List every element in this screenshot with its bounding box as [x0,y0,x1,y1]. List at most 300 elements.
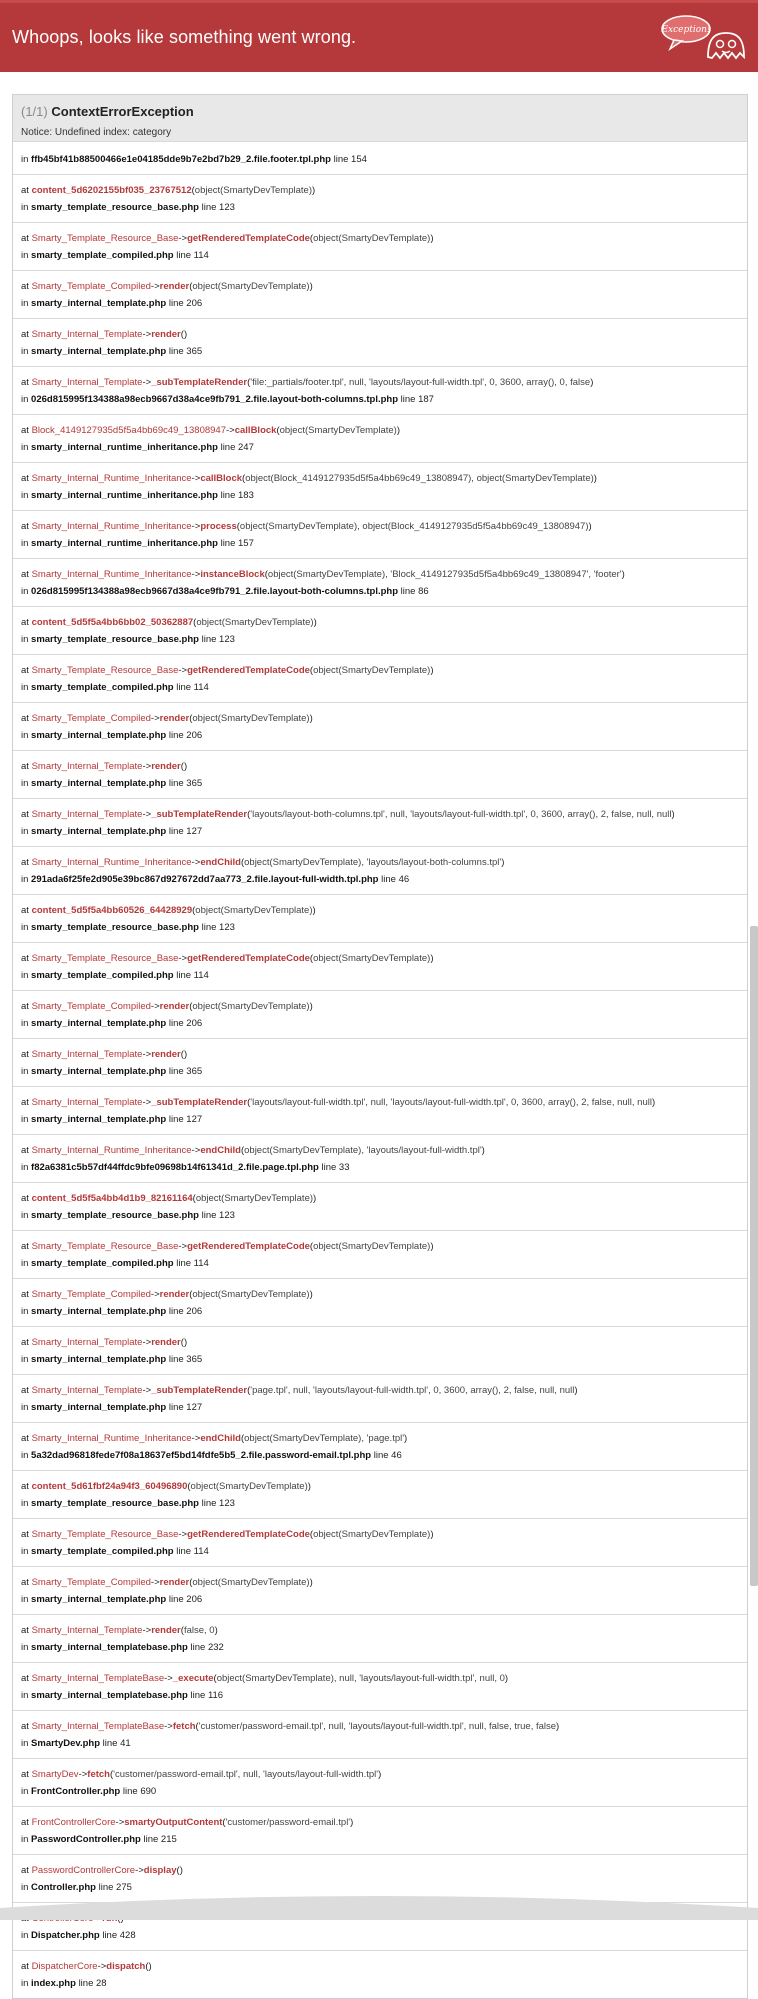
in-label: in [21,442,29,453]
frame-line: 123 [219,634,235,645]
frame-file: smarty_internal_templatebase.php [31,1690,188,1701]
frame-file: smarty_internal_runtime_inheritance.php [31,538,218,549]
stack-frame [13,894,747,942]
frame-class: Smarty_Internal_TemplateBase [31,1673,165,1684]
frame-line: 206 [186,1018,203,1029]
line-label: line [201,922,217,933]
frame-args: object(SmartyDevTemplate) [194,185,312,196]
in-label: in [21,538,29,549]
frame-class: Smarty_Template_Compiled [31,1001,151,1012]
at-label: at [21,377,29,388]
frame-file: smarty_internal_template.php [31,1354,167,1365]
frame-location [21,439,739,456]
stack-frame [13,702,747,750]
frame-location [21,919,739,936]
frame-line: 116 [207,1690,224,1701]
frame-file: smarty_internal_template.php [31,778,167,789]
line-label: line [168,1114,184,1125]
frame-function: _subTemplateRender [151,809,248,820]
line-label: line [176,1546,192,1557]
frame-function: render [159,1001,190,1012]
frame-function: process [200,521,237,532]
frame-call: at Smarty_Internal_Template->render() [21,1337,188,1348]
at-label: at [21,617,29,628]
frame-call: at Smarty_Template_Compiled->render(object(SmartyDevTemplate)) [21,1001,313,1012]
exception-class: ContextErrorException [51,104,194,119]
at-label: at [21,713,29,724]
in-label: in [21,1450,29,1461]
frame-call: at Smarty_Internal_Template->_subTemplateRender('page.tpl', null, 'layouts/layout-full-width.tpl', 0, 3600, array(), 2, false, null, null) [21,1385,578,1396]
stack-frame [13,654,747,702]
stack-frame [13,1566,747,1614]
frame-class: Smarty_Internal_Runtime_Inheritance [31,857,192,868]
frame-location [21,1207,739,1224]
frame-location [21,775,739,792]
frame-separator: -> [142,1337,152,1348]
in-label: in [21,250,29,261]
frame-line: 114 [193,970,209,981]
frame-function: _subTemplateRender [151,1385,248,1396]
at-label: at [21,1529,29,1540]
frame-line: 127 [186,826,203,837]
in-label: in [21,1498,29,1509]
frame-location [21,151,739,168]
frame-line: 123 [219,1498,235,1509]
at-label: at [21,425,29,436]
at-label: at [21,233,29,244]
frame-args: object(SmartyDevTemplate) [313,665,431,676]
frame-args: object(SmartyDevTemplate), 'page.tpl' [244,1433,405,1444]
frame-line: 365 [186,778,203,789]
frame-args: 'layouts/layout-both-columns.tpl', null, 'layouts/layout-full-width.tpl', 0, 3600, array(), 2, false, null, null [250,809,672,820]
frame-class: Smarty_Internal_Template [31,329,143,340]
stack-frame [13,141,747,174]
frame-separator: -> [142,1097,152,1108]
frame-function: render [159,281,190,292]
frame-call: at content_5d5f5a4bb60526_64428929(object(SmartyDevTemplate)) [21,905,316,916]
frame-line: 86 [418,586,429,597]
frame-file: smarty_internal_runtime_inheritance.php [31,490,218,501]
frame-class: Smarty_Internal_Runtime_Inheritance [31,1433,192,1444]
frame-function: getRenderedTemplateCode [187,1241,310,1252]
in-label: in [21,778,29,789]
frame-function: endChild [200,1145,241,1156]
frame-separator: -> [142,1049,152,1060]
frame-class: Smarty_Template_Resource_Base [31,233,179,244]
error-title: Whoops, looks like something went wrong. [12,27,357,47]
frame-args: object(SmartyDevTemplate) [313,953,431,964]
frame-file: smarty_internal_template.php [31,1114,167,1125]
at-label: at [21,1433,29,1444]
in-label: in [21,1066,29,1077]
frame-line: 127 [186,1402,203,1413]
at-label: at [21,1673,29,1684]
frame-file: Dispatcher.php [31,1930,100,1941]
stack-frame [13,942,747,990]
in-label: in [21,1786,29,1797]
line-label: line [168,1402,184,1413]
stack-frame [13,174,747,222]
line-label: line [333,154,349,165]
frame-function: fetch [87,1769,110,1780]
stack-frame [13,1230,747,1278]
stack-frame [13,414,747,462]
frame-file: smarty_internal_template.php [31,1402,167,1413]
at-label: at [21,1769,29,1780]
line-label: line [102,1738,118,1749]
frame-file: ffb45bf41b88500466e1e04185dde9b7e2bd7b29_2.file.footer.tpl.php [31,154,331,165]
stack-frame [13,1518,747,1566]
in-label: in [21,1642,29,1653]
at-label: at [21,329,29,340]
frame-class: Smarty_Internal_Runtime_Inheritance [31,521,192,532]
frame-line: 187 [418,394,434,405]
frame-class: Smarty_Internal_TemplateBase [31,1721,165,1732]
frame-function: fetch [172,1721,196,1732]
frame-location [21,1399,739,1416]
frame-args: object(SmartyDevTemplate) [279,425,397,436]
frame-call: at Smarty_Internal_Runtime_Inheritance->endChild(object(SmartyDevTemplate), 'page.tpl') [21,1433,408,1444]
in-label: in [21,298,29,309]
frame-class: Smarty_Template_Compiled [31,281,151,292]
frame-args: object(SmartyDevTemplate) [190,1481,308,1492]
frame-function: dispatch [106,1961,146,1972]
frame-file: smarty_template_compiled.php [31,1258,174,1269]
line-label: line [143,1834,159,1845]
frame-call: at Smarty_Internal_Template->_subTemplateRender('file:_partials/footer.tpl', null, 'layouts/layout-full-width.tpl', 0, 3600, array(), 0, false) [21,377,594,388]
in-label: in [21,1882,29,1893]
frame-location [21,1927,739,1944]
frame-file: smarty_internal_templatebase.php [31,1642,188,1653]
frame-line: 114 [193,1546,209,1557]
in-label: in [21,1930,29,1941]
frame-location [21,295,739,312]
frame-location [21,1591,739,1608]
at-label: at [21,1961,29,1972]
stack-frame [13,462,747,510]
frame-file: index.php [31,1978,76,1989]
at-label: at [21,809,29,820]
frame-class: content_5d5f5a4bb6bb02_50362887 [31,617,194,628]
line-label: line [400,394,416,405]
stack-trace [13,141,747,1998]
frame-call: at Smarty_Template_Compiled->render(object(SmartyDevTemplate)) [21,281,313,292]
frame-file: smarty_internal_template.php [31,346,167,357]
frame-args: object(SmartyDevTemplate) [195,905,313,916]
at-label: at [21,1049,29,1060]
frame-args: object(SmartyDevTemplate) [192,281,310,292]
frame-args: 'customer/password-email.tpl', null, 'layouts/layout-full-width.tpl', null, false, true, false [198,1721,557,1732]
frame-file: smarty_template_resource_base.php [31,202,199,213]
frame-file: smarty_template_compiled.php [31,1546,174,1557]
frame-call: at DispatcherCore->dispatch() [21,1961,152,1972]
frame-class: Smarty_Internal_Template [31,377,143,388]
at-label: at [21,1385,29,1396]
frame-file: smarty_internal_template.php [31,298,167,309]
frame-class: content_5d5f5a4bb4d1b9_82161164 [31,1193,193,1204]
in-label: in [21,730,29,741]
at-label: at [21,1625,29,1636]
frame-separator: -> [142,761,152,772]
frame-class: SmartyDev [31,1769,79,1780]
frame-location [21,487,739,504]
line-label: line [190,1690,206,1701]
frame-line: 46 [398,874,410,885]
frame-class: Smarty_Template_Resource_Base [31,665,179,676]
at-label: at [21,1097,29,1108]
line-label: line [176,250,192,261]
frame-file: 026d815995f134388a98ecb9667d38a4ce9fb791_2.file.layout-both-columns.tpl.php [31,586,399,597]
frame-call: at Smarty_Internal_Template->_subTemplateRender('layouts/layout-both-columns.tpl', null, 'layouts/layout-full-width.tpl', 0, 3600, array(), 2, false, null, null) [21,809,675,820]
frame-file: smarty_template_compiled.php [31,682,174,693]
frame-file: FrontController.php [31,1786,121,1797]
line-label: line [176,682,192,693]
frame-function: render [159,1577,190,1588]
line-label: line [176,970,192,981]
frame-location [21,199,739,216]
in-label: in [21,826,29,837]
frame-line: 365 [186,346,203,357]
frame-call: at content_5d5f5a4bb4d1b9_82161164(object(SmartyDevTemplate)) [21,1193,317,1204]
frame-function: getRenderedTemplateCode [187,953,310,964]
frame-call: at Smarty_Internal_TemplateBase->fetch('customer/password-email.tpl', null, 'layouts/layout-full-width.tpl', null, false, true, false) [21,1721,560,1732]
frame-args: false, 0 [183,1625,215,1636]
frame-class: Smarty_Internal_Template [31,1625,143,1636]
stack-frame [13,1086,747,1134]
frame-function: _subTemplateRender [151,377,248,388]
frame-file: PasswordController.php [31,1834,141,1845]
stack-frame [13,1422,747,1470]
frame-call: at PasswordControllerCore->display() [21,1865,183,1876]
stack-frame [13,606,747,654]
frame-args: object(SmartyDevTemplate), 'layouts/layout-full-width.tpl' [244,1145,482,1156]
at-label: at [21,1721,29,1732]
frame-separator: -> [191,1433,201,1444]
scrollbar-thumb[interactable] [750,926,758,1586]
in-label: in [21,154,29,165]
frame-location [21,823,739,840]
stack-frame [13,1374,747,1422]
frame-file: smarty_template_resource_base.php [31,634,199,645]
frame-args: object(SmartyDevTemplate) [192,713,310,724]
frame-line: 114 [193,1258,209,1269]
at-label: at [21,281,29,292]
at-label: at [21,1577,29,1588]
frame-args: 'layouts/layout-full-width.tpl', null, 'layouts/layout-full-width.tpl', 0, 3600, array(), 2, false, null, null [250,1097,652,1108]
frame-file: smarty_internal_template.php [31,1306,167,1317]
in-label: in [21,394,29,405]
frame-location [21,967,739,984]
exception-panel [12,94,748,1999]
frame-line: 114 [193,250,209,261]
frame-args: object(SmartyDevTemplate), object(Block_4149127935d5f5a4bb69c49_13808947) [239,521,589,532]
at-label: at [21,761,29,772]
at-label: at [21,1481,29,1492]
frame-args: object(SmartyDevTemplate) [196,617,314,628]
at-label: at [21,185,29,196]
in-label: in [21,1546,29,1557]
frame-function: render [151,1049,181,1060]
line-label: line [190,1642,206,1653]
at-label: at [21,569,29,580]
line-label: line [400,586,416,597]
at-label: at [21,905,29,916]
frame-file: smarty_internal_template.php [31,1018,167,1029]
frame-function: getRenderedTemplateCode [187,233,310,244]
frame-location [21,1687,739,1704]
frame-line: 123 [219,1210,235,1221]
frame-args: 'page.tpl', null, 'layouts/layout-full-width.tpl', 0, 3600, array(), 2, false, null, null [250,1385,575,1396]
frame-call: at Block_4149127935d5f5a4bb69c49_13808947->callBlock(object(SmartyDevTemplate)) [21,425,400,436]
frame-call: at Smarty_Template_Resource_Base->getRenderedTemplateCode(object(SmartyDevTemplate)) [21,1529,434,1540]
frame-class: Smarty_Internal_Template [31,761,143,772]
frame-separator: -> [142,329,152,340]
stack-frame [13,1134,747,1182]
in-label: in [21,970,29,981]
frame-separator: -> [150,281,160,292]
line-label: line [168,1306,184,1317]
line-label: line [201,1210,217,1221]
frame-separator: -> [78,1769,88,1780]
at-label: at [21,1001,29,1012]
frame-function: render [151,761,181,772]
frame-location [21,871,739,888]
exception-count: (1/1) [21,104,48,119]
stack-frame [13,1182,747,1230]
frame-file: smarty_template_compiled.php [31,970,174,981]
stack-frame [13,1278,747,1326]
frame-class: Smarty_Internal_Runtime_Inheritance [31,473,192,484]
frame-line: 41 [120,1738,131,1749]
in-label: in [21,1258,29,1269]
line-label: line [220,490,236,501]
frame-args: object(SmartyDevTemplate) [195,1193,314,1204]
frame-separator: -> [178,665,188,676]
frame-separator: -> [150,713,160,724]
frame-call: at Smarty_Template_Compiled->render(object(SmartyDevTemplate)) [21,1289,313,1300]
frame-class: DispatcherCore [31,1961,98,1972]
frame-separator: -> [142,1385,152,1396]
stack-frame [13,1326,747,1374]
frame-separator: -> [191,857,201,868]
in-label: in [21,1738,29,1749]
frame-location [21,535,739,552]
frame-class: content_5d61fbf24a94f3_60496890 [31,1481,188,1492]
frame-call: at Smarty_Internal_Template->render(false, 0) [21,1625,218,1636]
frame-line: 154 [351,154,367,165]
frame-line: 365 [186,1354,203,1365]
line-label: line [220,538,236,549]
line-label: line [168,778,184,789]
frame-args: object(SmartyDevTemplate) [313,1241,431,1252]
frame-location [21,1159,739,1176]
frame-location [21,343,739,360]
frame-file: smarty_internal_template.php [31,826,167,837]
in-label: in [21,1594,29,1605]
frame-location [21,631,739,648]
frame-call: at Smarty_Template_Compiled->render(object(SmartyDevTemplate)) [21,1577,313,1588]
frame-line: 232 [207,1642,224,1653]
frame-args: 'customer/password-email.tpl' [225,1817,351,1828]
frame-location [21,1639,739,1656]
frame-function: instanceBlock [200,569,265,580]
frame-call: at Smarty_Template_Resource_Base->getRenderedTemplateCode(object(SmartyDevTemplate)) [21,1241,434,1252]
frame-call: at Smarty_Internal_Runtime_Inheritance->endChild(object(SmartyDevTemplate), 'layouts/layout-both-columns.tpl') [21,857,505,868]
frame-line: 215 [160,1834,177,1845]
in-label: in [21,346,29,357]
line-label: line [381,874,396,885]
frame-file: smarty_internal_template.php [31,1594,167,1605]
frame-file: smarty_template_resource_base.php [31,922,199,933]
frame-class: Smarty_Internal_Runtime_Inheritance [31,1145,192,1156]
frame-location [21,1351,739,1368]
frame-location [21,1255,739,1272]
frame-class: Smarty_Template_Compiled [31,1577,151,1588]
frame-class: Smarty_Template_Compiled [31,713,151,724]
frame-call: at content_5d61fbf24a94f3_60496890(object(SmartyDevTemplate)) [21,1481,311,1492]
at-label: at [21,1337,29,1348]
frame-location [21,247,739,264]
error-header [0,0,758,72]
frame-location [21,1735,739,1752]
frame-args: object(SmartyDevTemplate) [192,1001,310,1012]
stack-frame [13,798,747,846]
frame-function: render [159,713,190,724]
line-label: line [98,1882,114,1893]
frame-line: 33 [338,1162,350,1173]
frame-call: at content_5d6202155bf035_23767512(object(SmartyDevTemplate)) [21,185,316,196]
frame-class: FrontControllerCore [31,1817,116,1828]
frame-line: 123 [219,922,235,933]
frame-class: content_5d5f5a4bb60526_64428929 [31,905,193,916]
frame-call: at Smarty_Template_Resource_Base->getRenderedTemplateCode(object(SmartyDevTemplate)) [21,233,434,244]
frame-class: content_5d6202155bf035_23767512 [31,185,192,196]
in-label: in [21,1162,29,1173]
frame-line: 206 [186,730,203,741]
frame-class: Smarty_Template_Resource_Base [31,953,179,964]
frame-location [21,679,739,696]
frame-args: object(SmartyDevTemplate) [192,1577,310,1588]
frame-line: 247 [238,442,254,453]
frame-location [21,727,739,744]
stack-frame [13,1614,747,1662]
frame-separator: -> [150,1577,160,1588]
frame-line: 206 [186,1594,203,1605]
frame-file: smarty_internal_template.php [31,1066,167,1077]
frame-call: at content_5d5f5a4bb6bb02_50362887(object(SmartyDevTemplate)) [21,617,317,628]
at-label: at [21,665,29,676]
frame-call: at Smarty_Template_Compiled->render(object(SmartyDevTemplate)) [21,713,313,724]
frame-call: at Smarty_Internal_Runtime_Inheritance->process(object(SmartyDevTemplate), object(Block_4149127935d5f5a4bb69c49_13808947)) [21,521,592,532]
frame-args: object(SmartyDevTemplate) [313,233,431,244]
frame-separator: -> [178,1241,188,1252]
line-label: line [168,1018,184,1029]
line-label: line [168,730,184,741]
in-label: in [21,586,29,597]
frame-file: SmartyDev.php [31,1738,101,1749]
frame-file: smarty_template_resource_base.php [31,1498,199,1509]
frame-line: 275 [116,1882,132,1893]
line-label: line [122,1786,138,1797]
stack-frame [13,1806,747,1854]
at-label: at [21,1817,29,1828]
frame-function: _execute [172,1673,214,1684]
frame-class: PasswordControllerCore [31,1865,136,1876]
line-label: line [201,202,217,213]
in-label: in [21,1402,29,1413]
frame-file: Controller.php [31,1882,96,1893]
footer-shadow [0,1888,758,1920]
